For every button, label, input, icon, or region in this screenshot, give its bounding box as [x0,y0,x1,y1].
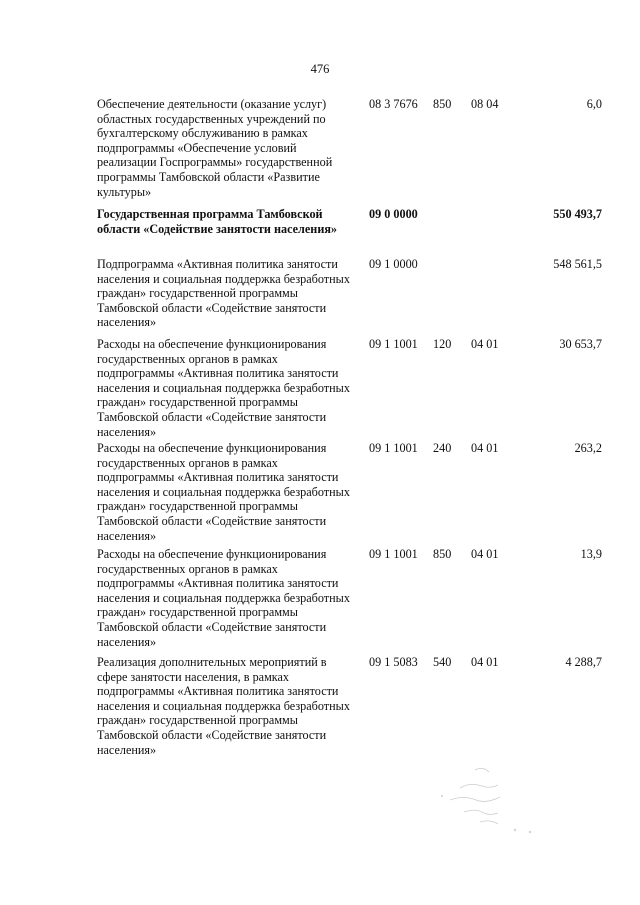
table-row [97,337,602,441]
row-name: Государственная программа Тамбовской области «Содействие занятости населения» [97,207,338,236]
row-expense-type: 850 [433,97,452,111]
row-amount: 548 561,5 [553,257,602,271]
row-expense-type: 850 [433,547,452,561]
row-expense-type: 540 [433,655,452,669]
row-target-article: 09 1 1001 [369,337,418,351]
row-section: 04 01 [471,337,499,351]
row-amount: 263,2 [574,441,602,455]
row-amount: 13,9 [580,547,602,561]
row-amount: 4 288,7 [565,655,602,669]
table-row [97,257,602,337]
row-name: Расходы на обеспечение функционирования государственных органов в рамках подпрограммы «Активная политика занятости населения и социальная поддержка безработных граждан» государственной программы Тамбовской области «Содействие занятости населения» [97,547,350,649]
row-target-article: 09 1 0000 [369,257,418,271]
row-target-article: 09 1 5083 [369,655,418,669]
row-section: 04 01 [471,547,499,561]
row-amount: 30 653,7 [559,337,602,351]
row-section: 04 01 [471,441,499,455]
table-row [97,97,602,207]
row-expense-type: 120 [433,337,452,351]
table-row [97,207,602,257]
row-target-article: 09 1 1001 [369,441,418,455]
row-expense-type: 240 [433,441,452,455]
row-name: Расходы на обеспечение функционирования государственных органов в рамках подпрограммы «Активная политика занятости населения и социальная поддержка безработных граждан» государственной программы Тамбовской области «Содействие занятости населения» [97,337,350,439]
row-name: Обеспечение деятельности (оказание услуг) областных государственных учреждений по бухгалтерскому обслуживанию в рамках подпрограммы «Обеспечение условий реализации Госпрограммы» государственной программы Тамбовской области «Развитие культуры» [97,97,333,199]
page-number: 476 [310,62,330,76]
row-target-article: 09 1 1001 [369,547,418,561]
budget-table [97,97,602,759]
row-section: 04 01 [471,655,499,669]
row-name: Подпрограмма «Активная политика занятости населения и социальная поддержка безработных граждан» государственной программы Тамбовской области «Содействие занятости населения» [97,257,350,330]
table-row [97,547,602,655]
table-row [97,655,602,759]
row-section: 08 04 [471,97,499,111]
row-target-article: 08 3 7676 [369,97,418,111]
row-name: Расходы на обеспечение функционирования государственных органов в рамках подпрограммы «Активная политика занятости населения и социальная поддержка безработных граждан» государственной программы Тамбовской области «Содействие занятости населения» [97,441,350,543]
row-amount: 550 493,7 [553,207,602,221]
row-target-article: 09 0 0000 [369,207,418,221]
faint-stamp-mark [420,760,550,840]
row-amount: 6,0 [586,97,602,111]
row-name: Реализация дополнительных мероприятий в сфере занятости населения, в рамках подпрограммы «Активная политика занятости населения и социальная поддержка безработных граждан» государственной программы Тамбовской области «Содействие занятости населения» [97,655,350,757]
table-row [97,441,602,547]
